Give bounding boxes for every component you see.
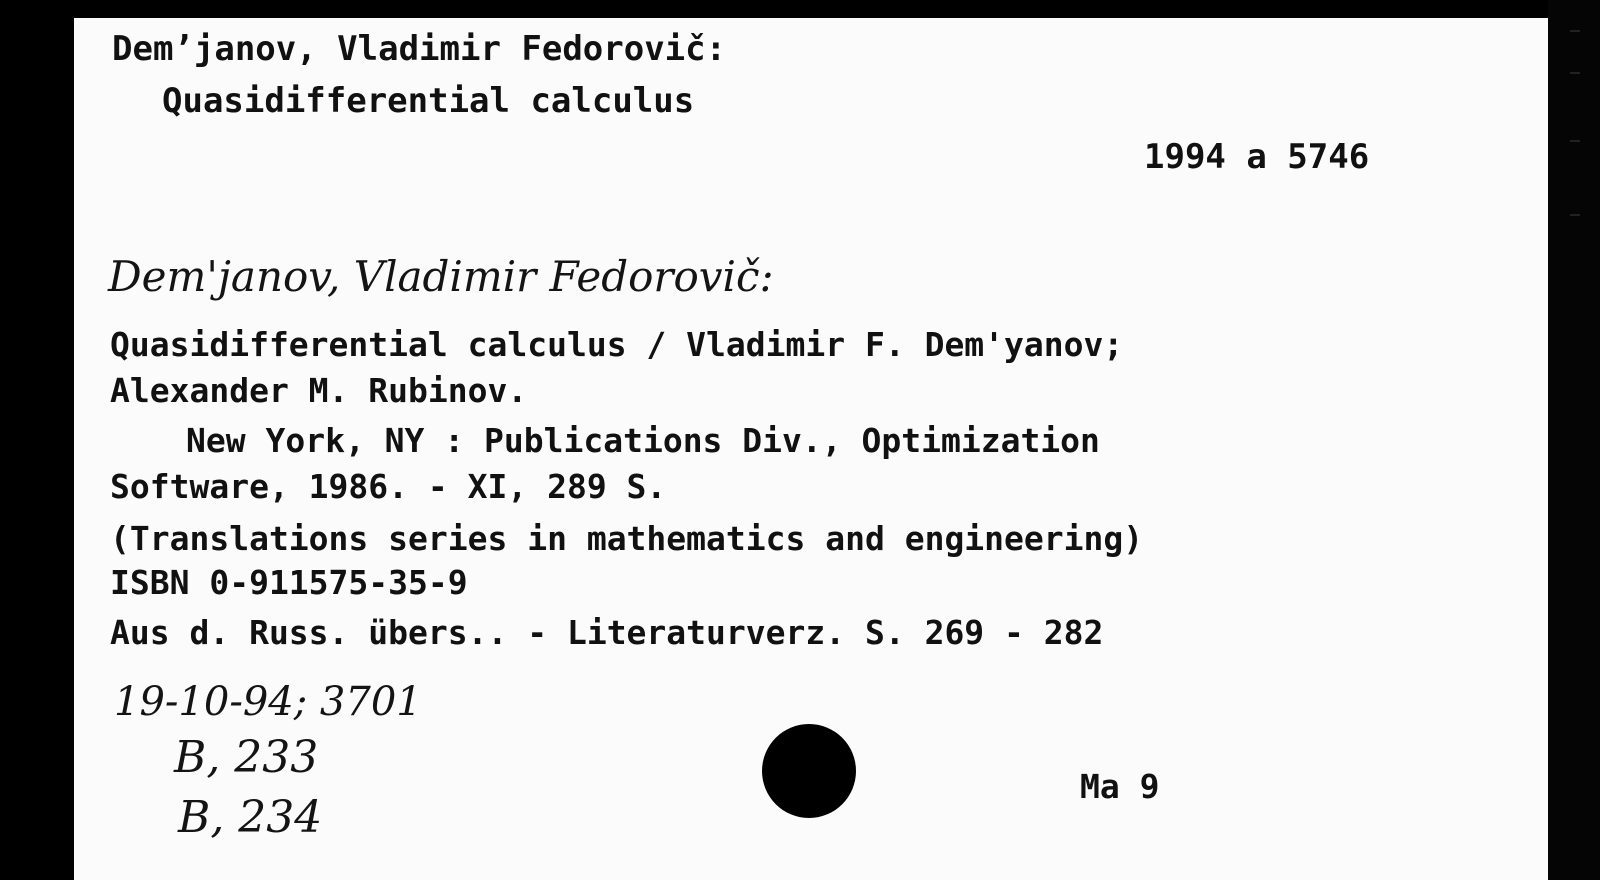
scan-tick bbox=[1570, 140, 1580, 142]
scan-border-top bbox=[0, 0, 1548, 18]
handwritten-accession: 19-10-94; 3701 bbox=[114, 679, 422, 725]
scan-tick bbox=[1570, 30, 1580, 32]
classification-mark: Ma 9 bbox=[1080, 767, 1160, 806]
entry-series: (Translations series in mathematics and engineering) bbox=[110, 519, 1144, 558]
shelfmark: 1994 a 5746 bbox=[1144, 137, 1370, 177]
punch-hole bbox=[762, 724, 856, 818]
entry-imprint-line1: New York, NY : Publications Div., Optimization bbox=[186, 421, 1100, 460]
entry-note: Aus d. Russ. übers.. - Literaturverz. S. 269 - 282 bbox=[110, 613, 1104, 652]
scan-tick bbox=[1570, 72, 1580, 74]
handwritten-location-1: B, 233 bbox=[174, 732, 319, 783]
entry-imprint-line2: Software, 1986. - XI, 289 S. bbox=[110, 467, 667, 506]
entry-title-line: Quasidifferential calculus / Vladimir F. Dem'yanov; bbox=[110, 325, 1124, 364]
handwritten-author: Dem'janov, Vladimir Fedorovič: bbox=[108, 252, 774, 301]
heading-title: Quasidifferential calculus bbox=[162, 81, 695, 121]
scan-tick bbox=[1570, 214, 1580, 216]
entry-coauthor-line: Alexander M. Rubinov. bbox=[110, 371, 528, 410]
scan-border-right bbox=[1548, 0, 1600, 880]
heading-author: Dem’janov, Vladimir Fedorovič: bbox=[112, 29, 727, 69]
entry-isbn: ISBN 0-911575-35-9 bbox=[110, 563, 468, 602]
handwritten-location-2: B, 234 bbox=[178, 792, 323, 843]
